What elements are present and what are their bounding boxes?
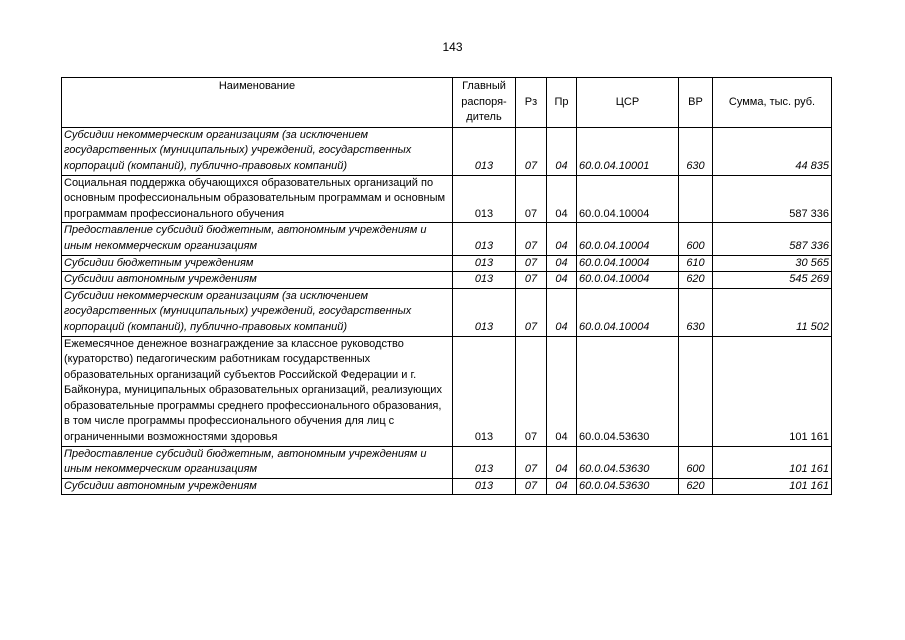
row-name: Субсидии бюджетным учреждениям	[62, 255, 453, 272]
row-pr: 04	[547, 478, 577, 495]
row-vr	[679, 175, 713, 223]
row-rz: 07	[516, 478, 547, 495]
header-glav: Главный распоря-дитель	[453, 78, 516, 128]
row-pr: 04	[547, 288, 577, 336]
table-row	[62, 288, 832, 336]
row-pr: 04	[547, 446, 577, 478]
row-vr: 600	[679, 223, 713, 255]
row-rz: 07	[516, 288, 547, 336]
row-csr: 60.0.04.10004	[577, 288, 679, 336]
table-row	[62, 336, 832, 446]
header-sum: Сумма, тыс. руб.	[713, 78, 832, 128]
row-sum: 44 835	[713, 127, 832, 175]
row-csr: 60.0.04.10004	[577, 272, 679, 289]
row-sum: 101 161	[713, 478, 832, 495]
row-name: Субсидии автономным учреждениям	[62, 478, 453, 495]
row-rz: 07	[516, 127, 547, 175]
row-vr: 610	[679, 255, 713, 272]
row-name: Предоставление субсидий бюджетным, автономным учреждениям и иным некоммерческим организациям	[62, 446, 453, 478]
row-name: Субсидии некоммерческим организациям (за исключением государственных (муниципальных) учреждений, государственных корпораций (компаний), публично-правовых компаний)	[62, 127, 453, 175]
row-rz: 07	[516, 255, 547, 272]
row-vr: 630	[679, 127, 713, 175]
row-glav: 013	[453, 272, 516, 289]
table-row	[62, 272, 832, 289]
table-row	[62, 127, 832, 175]
row-sum: 101 161	[713, 446, 832, 478]
row-glav: 013	[453, 478, 516, 495]
row-glav: 013	[453, 446, 516, 478]
row-name: Социальная поддержка обучающихся образовательных организаций по основным профессиональным образовательным программам и основным программам профессионального обучения	[62, 175, 453, 223]
row-glav: 013	[453, 175, 516, 223]
row-sum: 587 336	[713, 175, 832, 223]
header-pr: Пр	[547, 78, 577, 128]
row-rz: 07	[516, 175, 547, 223]
row-sum: 30 565	[713, 255, 832, 272]
table-row	[62, 478, 832, 495]
row-sum: 545 269	[713, 272, 832, 289]
row-sum: 11 502	[713, 288, 832, 336]
row-csr: 60.0.04.53630	[577, 446, 679, 478]
table-header-row	[62, 78, 832, 128]
row-glav: 013	[453, 288, 516, 336]
row-name: Ежемесячное денежное вознаграждение за классное руководство (кураторство) педагогическим работникам государственных образовательных организаций субъектов Российской Федерации и г. Байконура, муниципальных образовательных организаций, реализующих образовательные программы среднего профессионального образования, в том числе программы профессионального обучения для лиц с ограниченными возможностями здоровья	[62, 336, 453, 446]
row-csr: 60.0.04.53630	[577, 336, 679, 446]
row-glav: 013	[453, 127, 516, 175]
row-rz: 07	[516, 223, 547, 255]
row-glav: 013	[453, 255, 516, 272]
row-sum: 587 336	[713, 223, 832, 255]
row-vr: 620	[679, 272, 713, 289]
header-csr: ЦСР	[577, 78, 679, 128]
row-pr: 04	[547, 127, 577, 175]
row-name: Предоставление субсидий бюджетным, автономным учреждениям и иным некоммерческим организациям	[62, 223, 453, 255]
budget-table	[61, 77, 832, 495]
row-rz: 07	[516, 272, 547, 289]
row-csr: 60.0.04.53630	[577, 478, 679, 495]
row-glav: 013	[453, 223, 516, 255]
header-name: Наименование	[62, 78, 453, 128]
table-row	[62, 446, 832, 478]
header-rz: Рз	[516, 78, 547, 128]
table-row	[62, 175, 832, 223]
header-vr: ВР	[679, 78, 713, 128]
row-csr: 60.0.04.10004	[577, 175, 679, 223]
row-vr: 630	[679, 288, 713, 336]
row-csr: 60.0.04.10004	[577, 255, 679, 272]
row-vr	[679, 336, 713, 446]
table-row	[62, 255, 832, 272]
row-pr: 04	[547, 255, 577, 272]
row-pr: 04	[547, 223, 577, 255]
row-pr: 04	[547, 272, 577, 289]
row-vr: 620	[679, 478, 713, 495]
page-number: 143	[442, 40, 463, 54]
row-rz: 07	[516, 446, 547, 478]
row-csr: 60.0.04.10001	[577, 127, 679, 175]
row-sum: 101 161	[713, 336, 832, 446]
row-rz: 07	[516, 336, 547, 446]
row-pr: 04	[547, 175, 577, 223]
row-glav: 013	[453, 336, 516, 446]
table-row	[62, 223, 832, 255]
row-csr: 60.0.04.10004	[577, 223, 679, 255]
row-vr: 600	[679, 446, 713, 478]
row-name: Субсидии некоммерческим организациям (за исключением государственных (муниципальных) учреждений, государственных корпораций (компаний), публично-правовых компаний)	[62, 288, 453, 336]
row-name: Субсидии автономным учреждениям	[62, 272, 453, 289]
row-pr: 04	[547, 336, 577, 446]
